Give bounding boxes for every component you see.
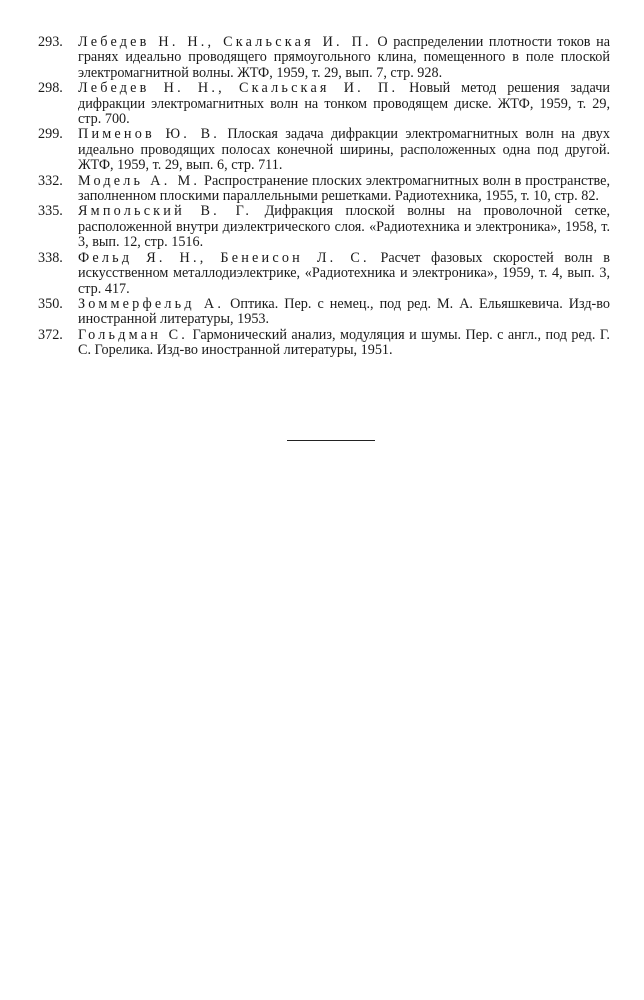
reference-number: 335. (38, 203, 63, 220)
reference-number: 350. (38, 295, 63, 312)
reference-text: Расчет фазовых скоростей волн в искусственном металлодиэлектрике, «Радиотехника и электроника», 1959, т. 4, вып. 3, стр. 417. (78, 249, 610, 297)
reference-text: Новый метод решения задачи дифракции электромагнитных волн на тонком проводящем диске. ЖТФ, 1959, т. 29, стр. 700. (78, 80, 610, 128)
reference-text: Оптика. Пер. с немец., под ред. М. А. Ельяшкевича. Изд-во иностранной литературы, 1953. (78, 295, 610, 328)
reference-authors: Лебедев Н. Н., Скальская И. П. (78, 34, 372, 50)
reference-entry (38, 35, 610, 81)
reference-entry (38, 328, 610, 359)
reference-text: Распространение плоских электромагнитных волн в пространстве, заполненном плоскими параллельными решетками. Радиотехника, 1955, т. 10, стр. 82. (78, 172, 610, 205)
reference-number: 299. (38, 126, 63, 143)
reference-text: Дифракция плоской волны на проволочной сетке, расположенной внутри диэлектрического слоя. «Радиотехника и электроника», 1958, т. 3, вып. 12, стр. 1516. (78, 203, 610, 251)
reference-entry (38, 127, 610, 173)
reference-entry (38, 204, 610, 250)
reference-text: Плоская задача дифракции электромагнитных волн на двух идеально проводящих полосах конечной ширины, расположенных одна под другой. ЖТФ, 1959, т. 29, вып. 6, стр. 711. (78, 126, 610, 174)
reference-text: О распределении плотности токов на гранях идеально проводящего прямоугольного клина, помещенного в поле плоской электромагнитной волны. ЖТФ, 1959, т. 29, вып. 7, стр. 928. (78, 34, 610, 81)
reference-number: 332. (38, 172, 63, 189)
reference-authors: Лебедев Н. Н., Скальская И. П. (78, 80, 399, 97)
reference-entry (38, 251, 610, 297)
reference-number: 293. (38, 34, 63, 50)
reference-text: Гармонический анализ, модуляция и шумы. Пер. с англ., под ред. Г. С. Горелика. Изд-во иностранной литературы, 1951. (78, 326, 610, 359)
reference-number: 338. (38, 249, 63, 266)
reference-authors: Ямпольский В. Г. (78, 203, 253, 220)
reference-authors: Пименов Ю. В. (78, 126, 220, 143)
reference-list (38, 35, 610, 359)
reference-entry (38, 174, 610, 205)
reference-authors: Фельд Я. Н., Бенеисон Л. С. (78, 249, 370, 266)
end-divider (287, 440, 375, 441)
reference-entry (38, 81, 610, 127)
reference-number: 372. (38, 326, 63, 343)
reference-entry (38, 297, 610, 328)
reference-authors: Зоммерфельд А. (78, 295, 225, 312)
reference-authors: Модель А. М. (78, 172, 201, 189)
reference-number: 298. (38, 80, 63, 97)
reference-authors: Гольдман С. (78, 326, 189, 343)
